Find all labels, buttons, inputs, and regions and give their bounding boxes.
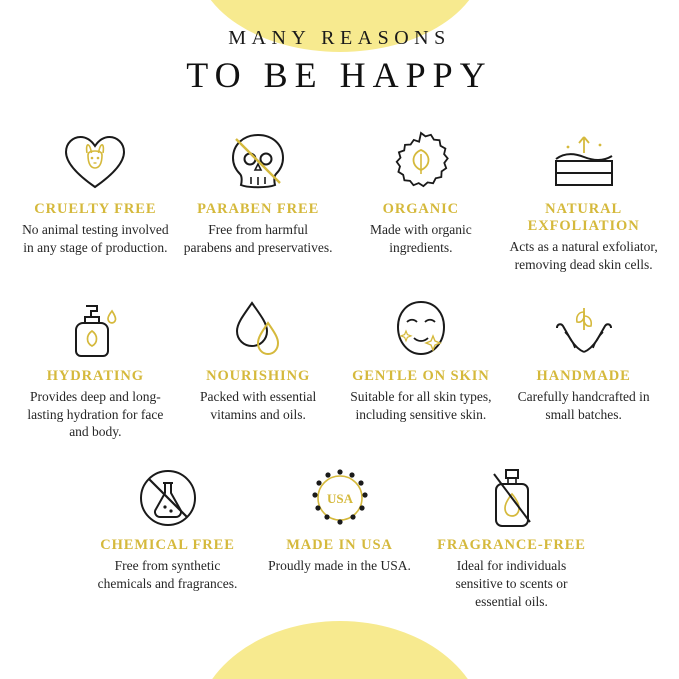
decorative-blob-bottom	[195, 621, 485, 679]
benefit-item	[340, 125, 503, 274]
benefit-item	[254, 461, 426, 611]
page-title	[14, 0, 665, 95]
benefit-description: Acts as a natural exfoliator, removing dead skin cells.	[509, 239, 658, 272]
benefit-title: HYDRATING	[46, 367, 144, 384]
benefit-description: Packed with essential vitamins and oils.	[200, 388, 317, 422]
chemical-free-flask-crossed-icon	[88, 461, 248, 535]
cruelty-free-rabbit-heart-icon	[20, 125, 171, 199]
benefits-row	[14, 461, 665, 619]
benefit-item	[502, 125, 665, 274]
benefit-description: Made with organic ingredients.	[370, 221, 472, 255]
organic-leaf-badge-icon	[346, 125, 497, 199]
benefit-item	[502, 292, 665, 442]
benefit-title: GENTLE ON SKIN	[352, 367, 490, 384]
benefit-description: No animal testing involved in any stage of production.	[22, 221, 169, 255]
benefits-row	[14, 125, 665, 282]
benefit-title: CHEMICAL FREE	[100, 537, 235, 554]
fragrance-free-dropper-bottle-icon	[432, 461, 592, 535]
svg-text:USA: USA	[326, 491, 353, 507]
benefit-title: FRAGRANCE-FREE	[437, 537, 586, 554]
benefit-description: Ideal for individuals sensitive to scents or essential oils.	[455, 558, 568, 609]
benefit-title: ORGANIC	[382, 200, 460, 217]
benefit-title: MADE IN USA	[286, 537, 393, 554]
hydrating-pump-bottle-icon	[20, 292, 171, 366]
made-in-usa-stars-badge-icon	[260, 461, 420, 535]
benefit-item	[14, 125, 177, 274]
benefits-grid	[14, 125, 665, 619]
benefit-item	[340, 292, 503, 442]
gentle-on-skin-face-icon	[346, 292, 497, 366]
title-line-1: MANY REASONS	[228, 27, 451, 49]
nourishing-water-drops-icon	[183, 292, 334, 366]
benefit-title: HANDMADE	[536, 367, 631, 384]
benefit-title: NATURAL EXFOLIATION	[527, 200, 640, 234]
benefit-description: Free from harmful parabens and preservatives.	[183, 221, 333, 255]
benefit-description: Provides deep and long-lasting hydration for face and body.	[27, 388, 164, 440]
benefit-description: Carefully handcrafted in small batches.	[517, 388, 650, 422]
handmade-hands-plant-icon	[508, 292, 659, 366]
benefit-description: Suitable for all skin types, including sensitive skin.	[350, 388, 492, 422]
title-line-2: TO BE HAPPY	[186, 55, 493, 95]
benefit-description: Proudly made in the USA.	[268, 558, 411, 574]
benefit-title: NOURISHING	[206, 367, 311, 384]
benefit-item	[177, 292, 340, 442]
benefit-title: PARABEN FREE	[197, 200, 320, 217]
benefit-item	[426, 461, 598, 611]
benefit-item	[177, 125, 340, 274]
natural-exfoliation-skin-layers-icon	[508, 125, 659, 199]
benefit-item	[82, 461, 254, 611]
benefit-description: Free from synthetic chemicals and fragrances.	[97, 558, 238, 592]
paraben-free-skull-icon	[183, 125, 334, 199]
benefit-item	[14, 292, 177, 442]
benefits-row	[14, 292, 665, 450]
benefit-title: CRUELTY FREE	[34, 200, 157, 217]
